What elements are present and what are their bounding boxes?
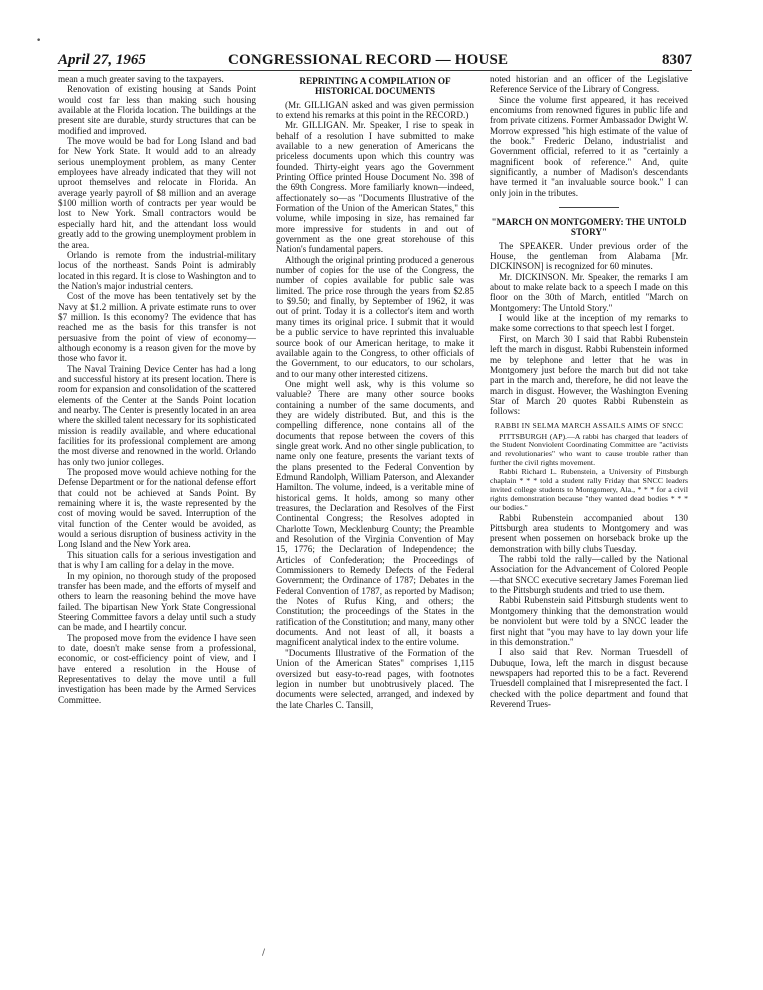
column-1 (58, 74, 256, 705)
section-heading: "MARCH ON MONTGOMERY: THE UNTOLD STORY" (491, 217, 687, 238)
column-3 (490, 74, 688, 709)
paragraph: The proposed move from the evidence I have seen to date, doesn't make sense from a professional, economic, or cost-efficiency point of view, and I have entered a resolution in the House of Representatives to delay the move until a full investigation has been made by the Armed Services Committee. (58, 632, 256, 705)
paragraph: Cost of the move has been tentatively set by the Navy at $1.2 million. A private estimate runs to over $7 million. Is this economy? The evidence that has reached me as the basis for this transfer is not persuasive from the point of view of economy—although economy is a reason given for the move by those who favor it. (58, 291, 256, 364)
paragraph: "Documents Illustrative of the Formation of the Union of the American States" comprises 1,115 oversized but easy-to-read pages, with footnotes legion in number but unobtrusively placed. The documents were selected, arranged, and indexed by the late Charles C. Tansill, (276, 647, 474, 710)
paragraph: First, on March 30 I said that Rabbi Rubenstein left the march in disgust. Rabbi Rubenstein informed me by telephone and letter that he was in Montgomery just before the march but did not take part in the march and, therefore, he did not leave the march in disgust. However, the Washington Evening Star of March 20 quotes Rabbi Rubenstein as follows: (490, 333, 688, 417)
paragraph: noted historian and an officer of the Legislative Reference Service of the Library of Congress. (490, 74, 688, 95)
paragraph: The proposed move would achieve nothing for the Defense Department or for the national defense effort that could not be achieved at Sands Point. By remaining where it is, the waste represented by the cost of moving would be saved. Interruption of the vital function of the Center would be avoided, as would a serious disruption of business activity in the Long Island and the New York area. (58, 467, 256, 550)
page-number: 8307 (662, 52, 692, 68)
news-clipping-paragraph: PITTSBURGH (AP).—A rabbi has charged that leaders of the Student Nonviolent Coordinating Committee are "activists and revolutionaries" who want to cause trouble rather than further the civil rights movement. (490, 431, 688, 468)
column-2 (276, 74, 474, 710)
paragraph: This situation calls for a serious investigation and that is why I am calling for a delay in the move. (58, 549, 256, 571)
paragraph: The SPEAKER. Under previous order of the House, the gentleman from Alabama [Mr. DICKINSON] is recognized for 60 minutes. (490, 240, 688, 272)
paragraph: One might well ask, why is this volume so valuable? There are many other source books containing a number of the same documents, and they are widely distributed. But, and this is the compelling difference, none contains all of the documents that repose between the covers of this single great work. And no other single publication, to name only one feature, presents the variant texts of the plans presented to the Federal Convention by Edmund Randolph, William Paterson, and Alexander Hamilton. The volume, indeed, is a veritable mine of historical gems. It holds, among so many other treasures, the Declaration and Resolves of the First Continental Congress; the Resolves adopted in Charlotte Town, Mecklenburg County; the Preamble and Resolution of the Virginia Convention of May 15, 1776; the Declaration of Independence; the Articles of Confederation; the Proceedings of Commissioners to Remedy Defects of the Federal Government; the Ordinance of 1787; Debates in the Federal Convention of 1787, as reported by Madison; the Notes of Rufus King, and others; the Constitution; the proceedings of the States in the ratification of the Constitution; and many, many other documents. And not least of all, it boasts a magnificent analytical index to the entire volume. (276, 378, 474, 648)
paragraph: The Naval Training Device Center has had a long and successful history at its present location. There is room for expansion and consolidation of the scattered elements of the Center at the Sands Point location and nearby. The Center is presently located in an area where the skilled talent necessary for its sophisticated mission is readily available, and where educational facilities for its professional complement are among the most diverse and renowned in the world. Orlando has only two junior colleges. (58, 363, 256, 467)
paragraph: Although the original printing produced a generous number of copies for the use of the Congress, the number of copies available for public sale was limited. The price rose through the years from $2.85 to $9.50; and finally, by September of 1962, it was out of print. Today it is a collector's item and worth many times its original price. I submit that it would be a public service to have reprinted this invaluable source book of our American heritage, to make it available again to the Congress, to other officials of the Government, to our educators, to our scholars, and to our many other interested citizens. (276, 254, 474, 379)
paragraph: Mr. GILLIGAN. Mr. Speaker, I rise to speak in behalf of a resolution I have submitted to make available to a new generation of Americans the priceless documents upon which this country was founded. Thirty-eight years ago the Government Printing Office printed House Document No. 398 of the 69th Congress. More familiarly known—indeed, affectionately so—as "Documents Illustrative of the Formation of the Union of the American States," this volume, while imposing in size, has remained far more impressive for students in and out of government as the one great storehouse of this Nation's fundamental papers. (276, 120, 474, 255)
paragraph: Mr. DICKINSON. Mr. Speaker, the remarks I am about to make relate back to a speech I made on this floor on the 30th of March, entitled "March on Montgomery: The Untold Story." (490, 271, 688, 313)
bottom-mark: / (262, 948, 266, 958)
news-clipping-paragraph: Rabbi Richard L. Rubenstein, a University of Pittsburgh chaplain * * * told a student rally Friday that SNCC leaders invited college students to Montgomery, Ala., * * * for a civil rights demonstration because "they wanted dead bodies * * * our bodies." (490, 467, 688, 512)
paragraph: The rabbi told the rally—called by the National Association for the Advancement of Colored People—that SNCC executive secretary James Foreman lied to the Pittsburgh students and tried to use them. (490, 554, 688, 596)
header-rule (58, 70, 692, 71)
paragraph: I also said that Rev. Norman Truesdell of Dubuque, Iowa, left the march in disgust because newspapers had reported this to be a fact. Reverend Truesdell complained that I misrepresented the fact. I checked with the police department and found that Reverend Trues- (490, 647, 688, 709)
paragraph: Renovation of existing housing at Sands Point would cost far less than making such housing available at the Florida location. The buildings at the present site are durable, sturdy structures that can be modified and improved. (58, 84, 256, 136)
header-title: CONGRESSIONAL RECORD — HOUSE (228, 52, 509, 68)
paragraph: Rabbi Rubenstein said Pittsburgh students went to Montgomery thinking that the demonstration would be nonviolent but were told by a SNCC leader the first night that "you may have to lay down your life in this demonstration." (490, 595, 688, 647)
paragraph: The move would be bad for Long Island and bad for New York State. It would add to an already serious unemployment problem, as many Center employees have already indicated that they will not uproot themselves and relocate in Florida. An average yearly payroll of $8 million and an average $100 million worth of contracts per year would be lost to New York. Small contractors would be especially hard hit, and the attendant loss would greatly add to the growing unemployment problem in the area. (58, 136, 256, 250)
section-divider (559, 207, 619, 208)
paragraph: Since the volume first appeared, it has received encomiums from renowned figures in public life and from private citizens. Former Ambassador Dwight W. Morrow expressed "his high estimate of the value of the book." Frederic Delano, industrialist and Government official, referred to it as "certainly a magnificent book of reference." And, quite significantly, a number of Madison's descendants have termed it "an invaluable source book." I can only join in the tributes. (490, 94, 688, 198)
paragraph: Rabbi Rubenstein accompanied about 130 Pittsburgh area students to Montgomery and was present when possemen on horseback broke up the demonstration with billy clubs Tuesday. (490, 512, 688, 554)
page-header (58, 52, 692, 72)
paragraph: I would like at the inception of my remarks to make some corrections to that speech lest I forget. (490, 313, 688, 334)
news-clipping-title: RABBI IN SELMA MARCH ASSAILS AIMS OF SNCC (494, 420, 684, 430)
section-heading: REPRINTING A COMPILATION OF HISTORICAL DOCUMENTS (299, 76, 451, 97)
header-date: April 27, 1965 (58, 52, 146, 68)
paragraph: (Mr. GILLIGAN asked and was given permission to extend his remarks at this point in the RECORD.) (276, 99, 474, 120)
corner-mark: • (36, 36, 42, 46)
paragraph: mean a much greater saving to the taxpayers. (58, 74, 224, 84)
paragraph: Orlando is remote from the industrial-military locus of the northeast. Sands Point is admirably located in this regard. It is close to Washington and to the Nation's major industrial centers. (58, 249, 256, 291)
paragraph: In my opinion, no thorough study of the proposed transfer has been made, and the efforts of myself and others to learn the reasoning behind the move have failed. The bipartisan New York State Congressional Steering Committee favors a delay until such a study can be made, and I heartily concur. (58, 570, 256, 633)
